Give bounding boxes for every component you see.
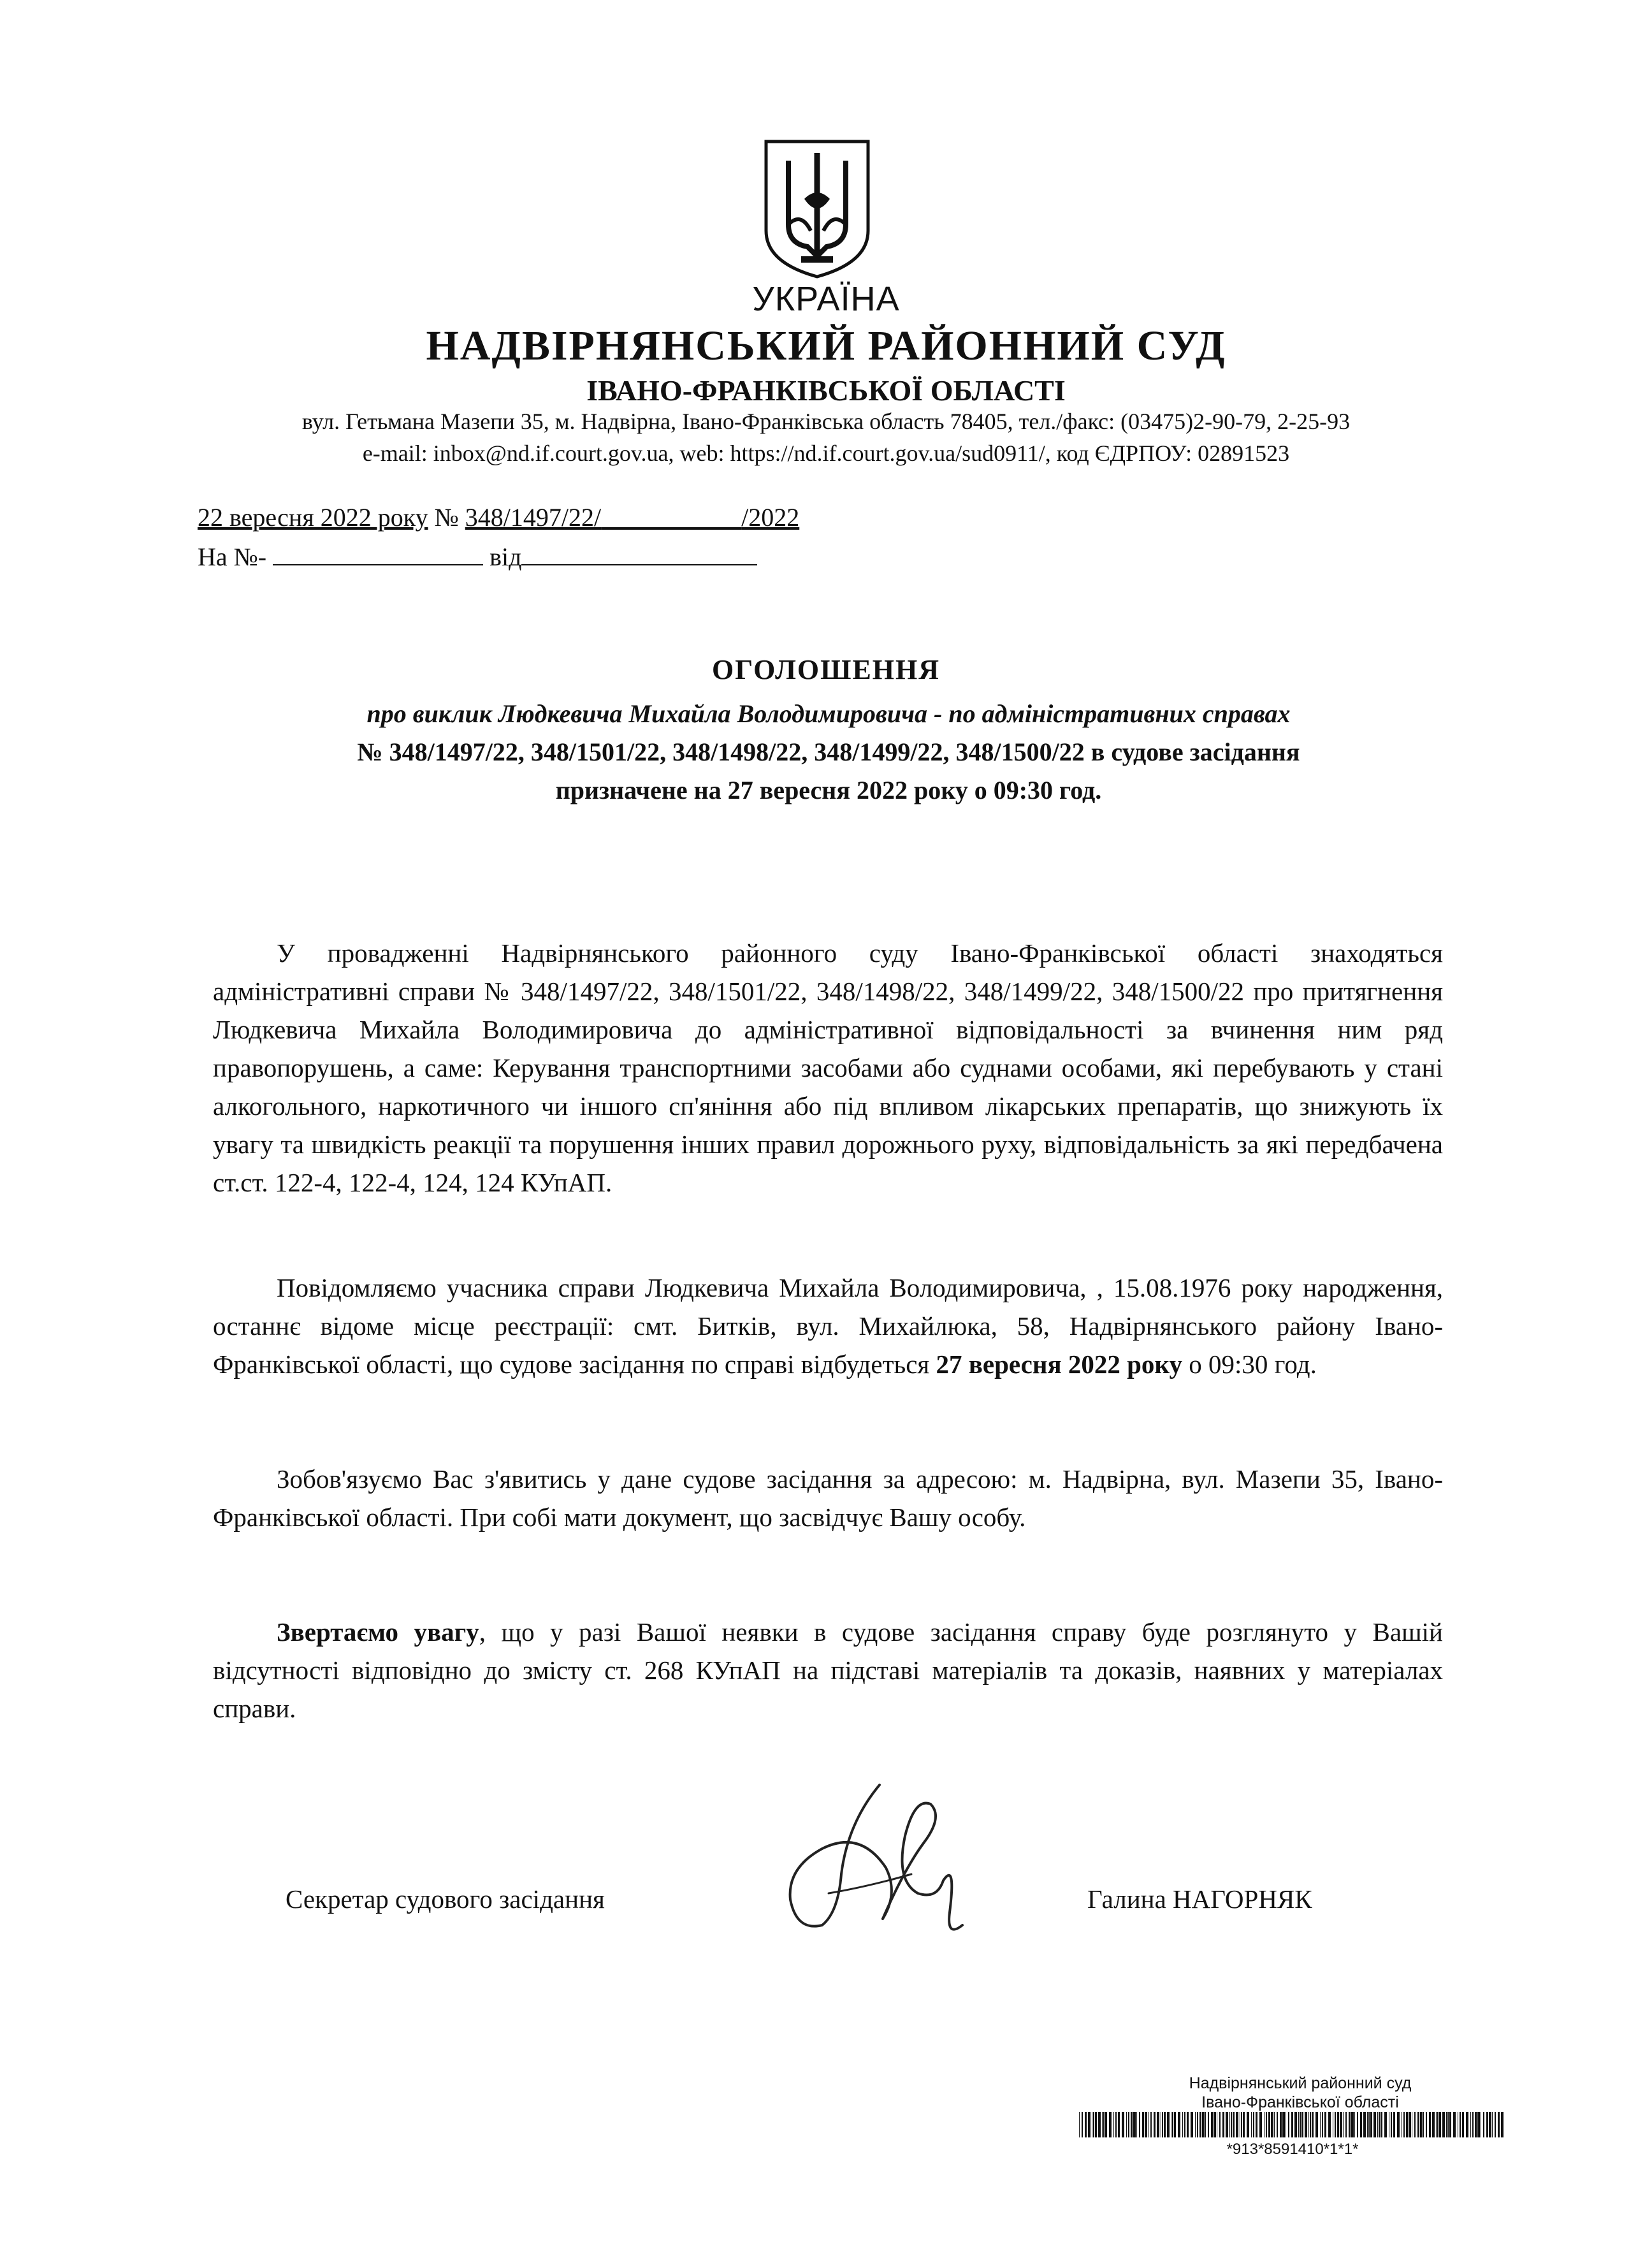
barcode-bar [1172,2112,1173,2137]
barcode-bar [1253,2112,1254,2137]
barcode-bar [1184,2112,1185,2137]
barcode-bar [1393,2112,1395,2137]
reference-number-prefix: № [434,503,459,532]
stamp-court-region: Івано-Франківської області [1201,2093,1399,2111]
barcode-bar [1501,2112,1503,2137]
court-address: вул. Гетьмана Мазепи 35, м. Надвірна, Івано-Франківська область 78405, тел./факс: (03475)2-90-79, 2-25-93 [301,409,1351,434]
barcode-bar [1429,2112,1431,2137]
barcode-bar [1357,2112,1358,2137]
barcode-bar [1195,2112,1196,2137]
hearing-time: о 09:30 год. [1182,1350,1317,1379]
barcode-bar [1301,2112,1303,2137]
barcode-bar [1354,2112,1355,2137]
signer-name: Галина НАГОРНЯК [1087,1884,1312,1914]
barcode-bar [1082,2112,1083,2137]
announcement-subtitle-line1: про виклик Людкевича Михайла Володимировича - по адміністративних справах [366,699,1291,728]
barcode-text: *913*8591410*1*1* [1226,2141,1359,2158]
barcode-bar [1178,2112,1180,2137]
barcode-bar [1298,2112,1299,2137]
barcode-bar [1103,2112,1105,2137]
barcode-bar [1310,2112,1311,2137]
barcode-bar [1251,2112,1252,2137]
barcode-bar [1436,2112,1437,2137]
barcode-bar [1495,2112,1496,2137]
barcode-bar [1437,2112,1438,2137]
barcode-bar [1470,2112,1471,2137]
barcode-bar [1202,2112,1205,2137]
barcode-bar [1259,2112,1262,2137]
barcode-bar [1315,2112,1318,2137]
barcode-bar [1122,2112,1124,2137]
barcode-bar [1498,2112,1500,2137]
barcode-bar [1475,2112,1477,2137]
barcode-bar [1489,2112,1491,2137]
barcode-bar [1351,2112,1354,2137]
barcode-bar [1439,2112,1441,2137]
barcode-bar [1133,2112,1136,2137]
barcode-bar [1343,2112,1344,2137]
barcode-bar [1377,2112,1378,2137]
notification-text-start: Повідомляємо учасника справи Людкевича Михайла Володимировича, , 15.08.1976 року народження, останнє відоме місце реєстрації: смт. Битків, вул. Михайлюка, 58, Надвірнянського району Івано-Франківської області, що судове засідання по справі відбудеться [213,1273,1443,1379]
stamp-court-name: Надвірнянський районний суд [1189,2074,1412,2092]
barcode-bar [1095,2112,1097,2137]
court-name: НАДВІРНЯНСЬКИЙ РАЙОННИЙ СУД [426,323,1226,369]
barcode-bar [1079,2112,1080,2137]
barcode-bar [1211,2112,1213,2137]
barcode-bar [1247,2112,1249,2137]
barcode-bar [1105,2112,1107,2137]
barcode-bar [1337,2112,1339,2137]
paragraph-notification-text [213,1269,1443,1383]
barcode-bar [1409,2112,1411,2137]
barcode-bar [1256,2112,1257,2137]
from-label: від [489,542,522,571]
barcode-bar [1472,2112,1474,2137]
barcode-bar [1370,2112,1372,2137]
barcode-bar [1320,2112,1321,2137]
barcode-bar [1460,2112,1461,2137]
paragraph-summons [213,1460,1443,1536]
barcode-bar [1167,2112,1170,2137]
barcode-bar [1222,2112,1224,2137]
barcode-bar [1280,2112,1282,2137]
reference-number [465,503,799,532]
barcode-bar [1128,2112,1129,2137]
barcode-bar [1226,2112,1228,2137]
barcode-bar [1349,2112,1351,2137]
barcode-bar [1268,2112,1270,2137]
barcode-bar [1294,2112,1297,2137]
barcode-bar [1139,2112,1140,2137]
announcement-subtitle-line3: призначене на 27 вересня 2022 року о 09:30 год. [555,776,1102,804]
barcode-bar [1414,2112,1416,2137]
outgoing-reference [198,502,799,532]
barcode-bar [1291,2112,1293,2137]
barcode-bar [1150,2112,1152,2137]
paragraph-summons-text: Зобов'язуємо Вас з'явитись у дане судове засідання за адресою: м. Надвірна, вул. Мазепи 35, Івано-Франківської області. При собі мати документ, що засвідчує Вашу особу. [213,1464,1443,1532]
barcode-bar [1118,2112,1120,2137]
barcode-bar [1442,2112,1445,2137]
barcode-bar [1208,2112,1209,2137]
barcode-bar [1236,2112,1238,2137]
barcode-bar [1126,2112,1127,2137]
barcode-bar [1085,2112,1087,2137]
barcode-bar [1432,2112,1435,2137]
barcode-bar [1312,2112,1314,2137]
barcode-bar [1277,2112,1278,2137]
barcode-bar [1397,2112,1400,2137]
barcode-bar [1420,2112,1423,2137]
barcode-bar [1219,2112,1221,2137]
barcode-bar [1164,2112,1166,2137]
barcode-bar [1282,2112,1285,2137]
court-contacts: e-mail: inbox@nd.if.court.gov.ua, web: https://nd.if.court.gov.ua/sud0911/, код ЄДРПОУ: 02891523 [362,440,1290,466]
barcode-bar [1453,2112,1456,2137]
handwritten-signature [752,1766,994,1957]
barcode-bar [1142,2112,1144,2137]
barcode-bar [1360,2112,1362,2137]
barcode-bar [1199,2112,1201,2137]
barcode-bar [1477,2112,1480,2137]
barcode-bar [1231,2112,1232,2137]
barcode-bar [1492,2112,1493,2137]
barcode-bar [1403,2112,1405,2137]
barcode-bar [1266,2112,1267,2137]
barcode-bar [1462,2112,1464,2137]
barcode-bar [1300,2112,1301,2137]
barcode [1079,2112,1506,2137]
barcode-bar [1271,2112,1273,2137]
announcement-subtitle-line2: № 348/1497/22, 348/1501/22, 348/1498/22, 348/1499/22, 348/1500/22 в судове засідання [357,738,1300,766]
barcode-bar [1162,2112,1163,2137]
barcode-bar [1373,2112,1376,2137]
barcode-bar [1241,2112,1242,2137]
barcode-bar [1102,2112,1103,2137]
barcode-bar [1391,2112,1392,2137]
barcode-bar [1088,2112,1090,2137]
barcode-bar [1380,2112,1382,2137]
barcode-bar [1157,2112,1159,2137]
barcode-bar [1322,2112,1323,2137]
barcode-bar [1447,2112,1449,2137]
barcode-bar [1093,2112,1094,2137]
barcode-bar [1449,2112,1451,2137]
barcode-bar [1367,2112,1368,2137]
incoming-reference [198,542,757,572]
barcode-bar [1483,2112,1484,2137]
paragraph-proceedings [213,934,1443,1202]
paragraph-warning-text [213,1613,1443,1728]
paragraph-proceedings-text: У провадженні Надвірнянського районного суду Івано-Франківської області знаходяться адміністративні справи № 348/1497/22, 348/1501/22, 348/1498/22, 348/1499/22, 348/1500/22 про притягнення Людкевича Михайла Володимировича до адміністративної відповідальності за вчинення ним ряд правопорушень, а саме: Керування транспортними засобами або суднами особами, які перебувають у стані алкогольного, наркотичного чи іншого сп'яніння або під впливом лікарських препаратів, що знижують їх увагу та швидкість реакції та порушення інших правил дорожнього руху, відповідальність за які передбачена ст.ст. 122-4, 122-4, 124, 124 КУпАП. [213,938,1443,1197]
registry-stamp [1109,2074,1491,2112]
barcode-bar [1098,2112,1101,2137]
barcode-bar [1406,2112,1408,2137]
barcode-bar [1136,2112,1137,2137]
barcode-bar [1417,2112,1419,2137]
court-region: ІВАНО-ФРАНКІВСЬКОЇ ОБЛАСТІ [586,374,1066,407]
barcode-bar [1243,2112,1245,2137]
reference-number-value: 348/1497/22/ [465,503,602,532]
barcode-bar [1288,2112,1289,2137]
barcode-bar [1191,2112,1193,2137]
barcode-bar [1174,2112,1176,2137]
signer-role: Секретар судового засідання [286,1884,605,1914]
barcode-bar [1233,2112,1235,2137]
country-label: УКРАЇНА [752,280,900,318]
barcode-bar [1446,2112,1447,2137]
barcode-bar [1214,2112,1216,2137]
barcode-bar [1229,2112,1230,2137]
paragraph-notification [213,1269,1443,1383]
barcode-bar [1187,2112,1189,2137]
barcode-bar [1384,2112,1387,2137]
barcode-bar [1145,2112,1147,2137]
barcode-bar [1324,2112,1326,2137]
ukraine-trident-emblem-icon [753,135,881,282]
barcode-bar [1305,2112,1307,2137]
incoming-label: На №- [198,542,267,571]
barcode-bar [1368,2112,1370,2137]
hearing-date: 27 вересня 2022 року [936,1350,1182,1379]
warning-text: , що у разі Вашої неявки в судове засідання справу буде розглянуто у Вашій відсутності відповідно до змісту ст. 268 КУпАП на підставі матеріалів та доказів, наявних у матеріалах справи. [213,1617,1443,1723]
announcement-title: ОГОЛОШЕННЯ [711,654,941,685]
barcode-bar [1274,2112,1275,2137]
barcode-bar [1379,2112,1380,2137]
reference-number-suffix: /2022 [741,503,800,532]
barcode-bar [1423,2112,1424,2137]
barcode-bar [1109,2112,1112,2137]
barcode-bar [1328,2112,1331,2137]
paragraph-warning [213,1613,1443,1728]
warning-emphasis: Звертаємо увагу [277,1617,479,1647]
barcode-bar [1340,2112,1342,2137]
barcode-bar [1345,2112,1347,2137]
barcode-bar [1363,2112,1366,2137]
barcode-bar [1182,2112,1183,2137]
incoming-date-blank [521,564,757,565]
barcode-bar [1466,2112,1468,2137]
barcode-bar [1205,2112,1206,2137]
barcode-bar [1115,2112,1117,2137]
barcode-bar [1113,2112,1114,2137]
incoming-number-blank [273,564,483,565]
barcode-bar [1154,2112,1156,2137]
barcode-bar [1131,2112,1133,2137]
barcode-bar [1335,2112,1336,2137]
reference-date: 22 вересня 2022 року [198,503,428,532]
barcode-bar [1308,2112,1309,2137]
barcode-bar [1426,2112,1427,2137]
announcement-subtitle [204,695,1453,810]
barcode-bar [1486,2112,1488,2137]
barcode-bar [1197,2112,1198,2137]
